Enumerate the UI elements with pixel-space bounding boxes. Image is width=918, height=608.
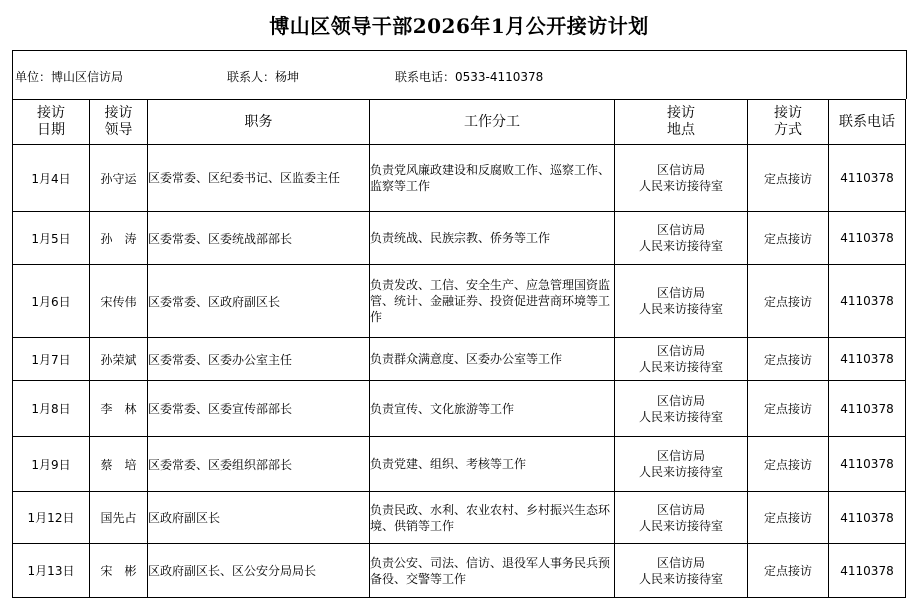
cell-position: 区委常委、区政府副区长: [148, 265, 370, 338]
cell-method: 定点接访: [748, 338, 829, 381]
cell-leader: 李 林: [90, 381, 148, 437]
cell-location: 区信访局 人民来访接待室: [615, 437, 748, 492]
cell-position: 区委常委、区委办公室主任: [148, 338, 370, 381]
cell-position: 区政府副区长: [148, 492, 370, 544]
page-title: 博山区领导干部2026年1月公开接访计划: [269, 14, 649, 38]
cell-leader: 宋传伟: [90, 265, 148, 338]
cell-method: 定点接访: [748, 492, 829, 544]
header-duty: 工作分工: [370, 100, 615, 145]
cell-method: 定点接访: [748, 212, 829, 265]
cell-tel: 4110378: [829, 145, 906, 212]
cell-duty: 负责宣传、文化旅游等工作: [370, 381, 615, 437]
cell-position: 区委常委、区委统战部部长: [148, 212, 370, 265]
cell-tel: 4110378: [829, 265, 906, 338]
cell-location: 区信访局 人民来访接待室: [615, 381, 748, 437]
cell-tel: 4110378: [829, 338, 906, 381]
cell-leader: 孙荣斌: [90, 338, 148, 381]
cell-date: 1月12日: [13, 492, 90, 544]
cell-date: 1月6日: [13, 265, 90, 338]
header-method: 接访 方式: [748, 100, 829, 145]
cell-location: 区信访局 人民来访接待室: [615, 338, 748, 381]
table-row: [13, 145, 906, 212]
table-row: [13, 212, 906, 265]
cell-tel: 4110378: [829, 544, 906, 598]
cell-tel: 4110378: [829, 492, 906, 544]
cell-leader: 蔡 培: [90, 437, 148, 492]
table-row: [13, 381, 906, 437]
header-tel: 联系电话: [829, 100, 906, 145]
header-position: 职务: [148, 100, 370, 145]
cell-date: 1月9日: [13, 437, 90, 492]
cell-tel: 4110378: [829, 381, 906, 437]
cell-date: 1月13日: [13, 544, 90, 598]
table-row: [13, 437, 906, 492]
cell-location: 区信访局 人民来访接待室: [615, 265, 748, 338]
table-header-row: [13, 100, 906, 145]
cell-duty: 负责群众满意度、区委办公室等工作: [370, 338, 615, 381]
info-bar: [12, 50, 907, 99]
cell-method: 定点接访: [748, 381, 829, 437]
cell-duty: 负责民政、水利、农业农村、乡村振兴生态环境、供销等工作: [370, 492, 615, 544]
cell-duty: 负责公安、司法、信访、退役军人事务民兵预备役、交警等工作: [370, 544, 615, 598]
cell-date: 1月4日: [13, 145, 90, 212]
cell-leader: 宋 彬: [90, 544, 148, 598]
cell-location: 区信访局 人民来访接待室: [615, 492, 748, 544]
cell-position: 区政府副区长、区公安分局局长: [148, 544, 370, 598]
cell-date: 1月5日: [13, 212, 90, 265]
header-date: 接访 日期: [13, 100, 90, 145]
cell-position: 区委常委、区委组织部部长: [148, 437, 370, 492]
schedule-table: [12, 99, 906, 598]
cell-duty: 负责党风廉政建设和反腐败工作、巡察工作、监察等工作: [370, 145, 615, 212]
cell-location: 区信访局 人民来访接待室: [615, 145, 748, 212]
cell-method: 定点接访: [748, 544, 829, 598]
table-row: [13, 265, 906, 338]
contact-label: 联系人：杨坤: [227, 70, 300, 84]
cell-method: 定点接访: [748, 437, 829, 492]
cell-tel: 4110378: [829, 437, 906, 492]
table-row: [13, 338, 906, 381]
cell-location: 区信访局 人民来访接待室: [615, 212, 748, 265]
cell-method: 定点接访: [748, 265, 829, 338]
cell-duty: 负责党建、组织、考核等工作: [370, 437, 615, 492]
cell-date: 1月8日: [13, 381, 90, 437]
cell-tel: 4110378: [829, 212, 906, 265]
table-row: [13, 492, 906, 544]
cell-method: 定点接访: [748, 145, 829, 212]
cell-leader: 国先占: [90, 492, 148, 544]
header-leader: 接访 领导: [90, 100, 148, 145]
cell-location: 区信访局 人民来访接待室: [615, 544, 748, 598]
cell-position: 区委常委、区纪委书记、区监委主任: [148, 145, 370, 212]
header-location: 接访 地点: [615, 100, 748, 145]
cell-date: 1月7日: [13, 338, 90, 381]
cell-leader: 孙守运: [90, 145, 148, 212]
cell-leader: 孙 涛: [90, 212, 148, 265]
cell-position: 区委常委、区委宣传部部长: [148, 381, 370, 437]
phone-label: 联系电话：0533-4110378: [395, 70, 544, 84]
cell-duty: 负责发改、工信、安全生产、应急管理国资监管、统计、金融证券、投资促进营商环境等工作: [370, 265, 615, 338]
table-row: [13, 544, 906, 598]
cell-duty: 负责统战、民族宗教、侨务等工作: [370, 212, 615, 265]
unit-label: 单位：博山区信访局: [15, 70, 124, 84]
